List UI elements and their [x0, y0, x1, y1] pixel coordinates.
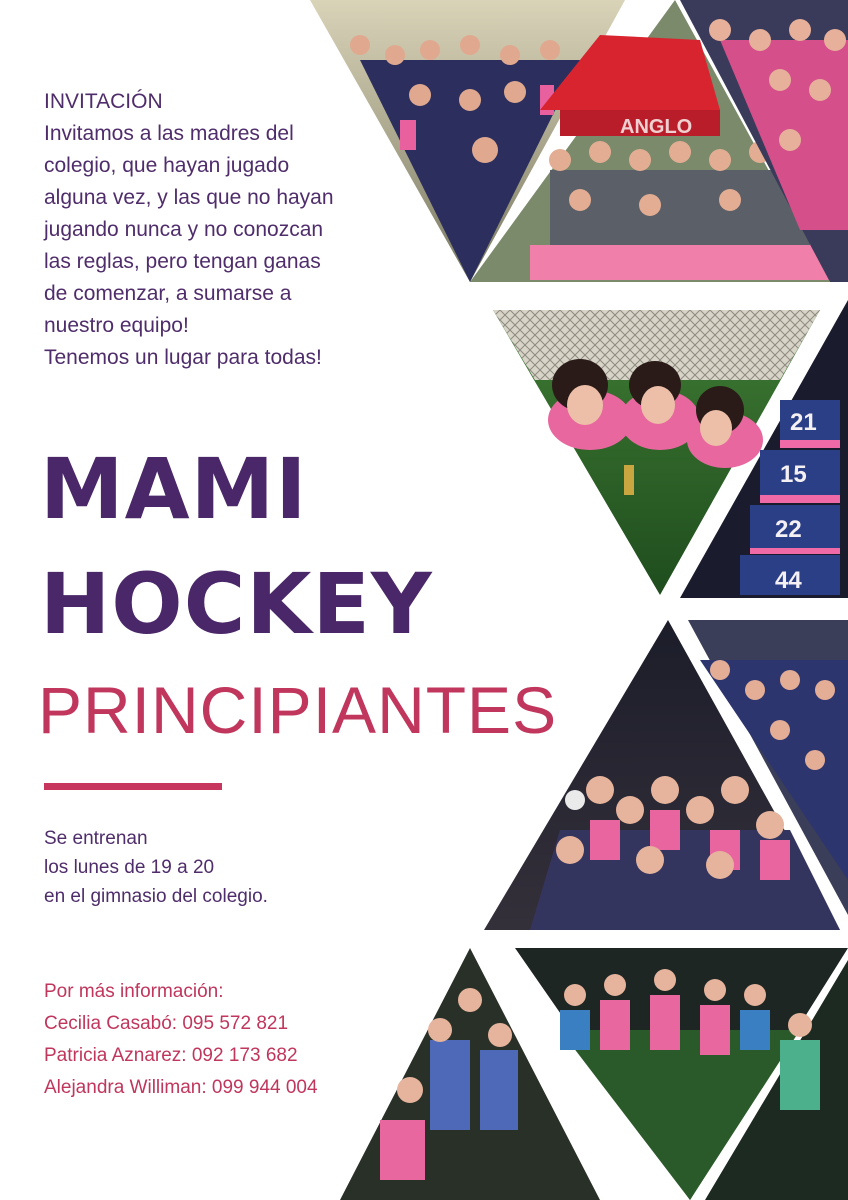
contact-phone: 099 944 004 [211, 1077, 318, 1098]
contact-phone: 092 173 682 [191, 1045, 298, 1066]
jersey-number: 22 [775, 516, 802, 543]
invitation-line: jugando nunca y no conozcan [44, 218, 324, 241]
divider [44, 783, 222, 790]
invitation-line: nuestro equipo! [44, 314, 189, 337]
contact-name: Alejandra Williman [44, 1077, 202, 1098]
invitation-line: Tenemos un lugar para todas! [44, 346, 322, 369]
title-line-1: MAMI [40, 440, 308, 538]
invitation-line: las reglas, pero tengan ganas [44, 250, 321, 273]
jersey-number: 44 [775, 567, 802, 594]
invitation-line: alguna vez, y las que no hayan [44, 186, 334, 209]
schedule-block [44, 824, 268, 911]
contact-row: Cecilia Casabó: 095 572 821 [44, 1013, 289, 1034]
invitation-line: de comenzar, a sumarse a [44, 282, 292, 305]
contacts-block [44, 976, 318, 1104]
schedule-line: Se entrenan [44, 828, 148, 849]
jersey-number: 21 [790, 409, 817, 436]
invitation-line: colegio, que hayan jugado [44, 154, 290, 177]
schedule-line: en el gimnasio del colegio. [44, 886, 268, 907]
schedule-line: los lunes de 19 a 20 [44, 857, 215, 878]
invitation-block [44, 86, 384, 374]
contact-name: Patricia Aznarez [44, 1045, 182, 1066]
contact-name: Cecilia Casabó [44, 1013, 172, 1034]
contact-row: Alejandra Williman: 099 944 004 [44, 1077, 318, 1098]
jersey-number: 15 [780, 461, 807, 488]
invitation-heading: INVITACIÓN [44, 90, 163, 113]
title-line-2: HOCKEY [40, 555, 433, 653]
contact-phone: 095 572 821 [182, 1013, 289, 1034]
contacts-heading: Por más información: [44, 981, 224, 1002]
invitation-line: Invitamos a las madres del [44, 122, 294, 145]
contact-row: Patricia Aznarez: 092 173 682 [44, 1045, 298, 1066]
subtitle: PRINCIPIANTES [38, 673, 558, 747]
tent-banner-text: ANGLO [620, 116, 693, 138]
